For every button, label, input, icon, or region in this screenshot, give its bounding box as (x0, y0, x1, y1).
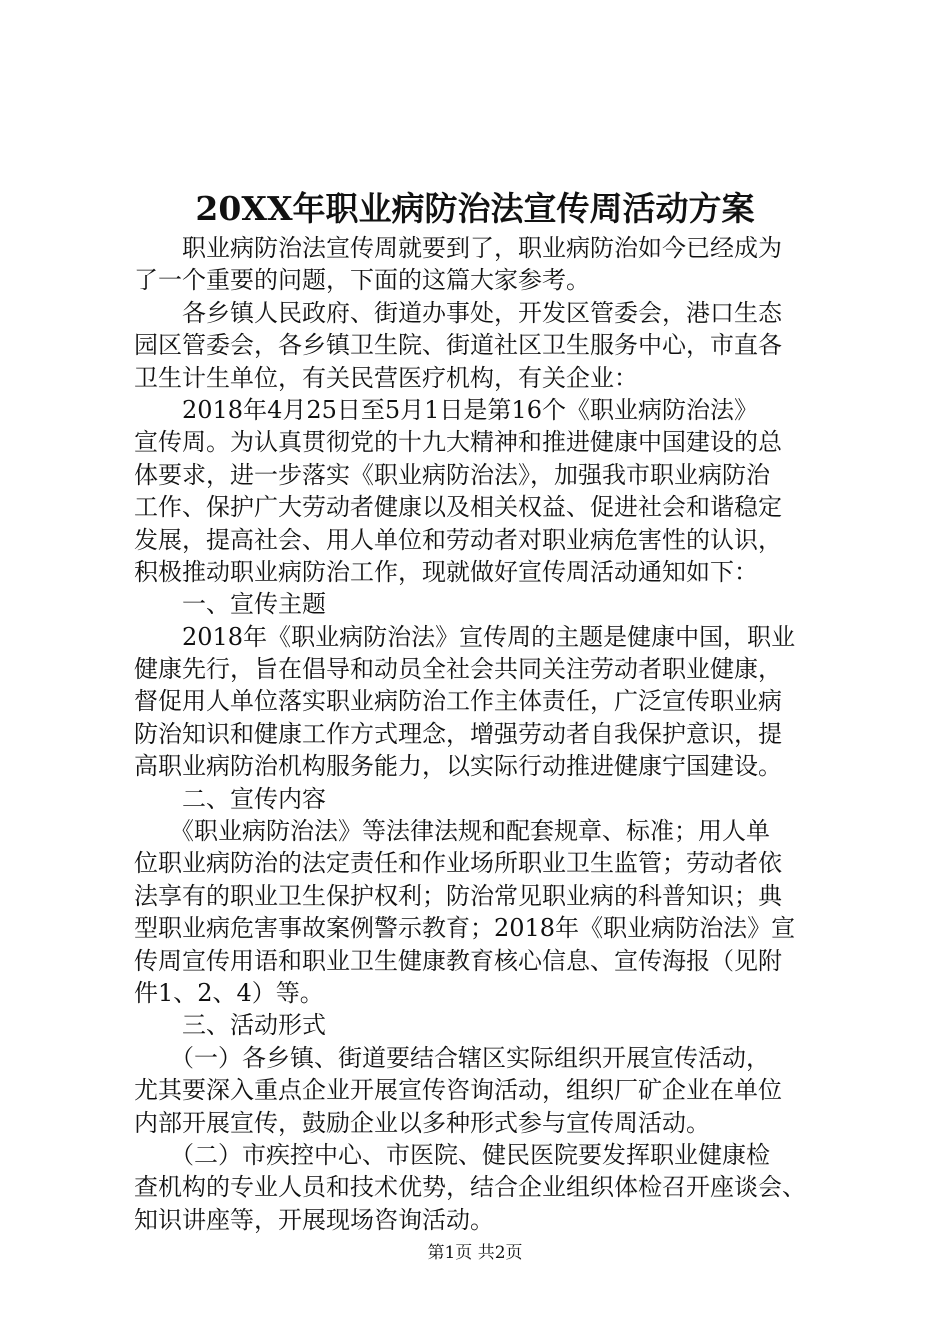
body-line: 2018年《职业病防治法》宣传周的主题是健康中国，职业 (134, 622, 796, 651)
body-line: 卫生计生单位，有关民营医疗机构，有关企业： (134, 363, 638, 392)
body-line: （二）市疾控中心、市医院、健民医院要发挥职业健康检 (134, 1140, 770, 1169)
body-line: 职业病防治法宣传周就要到了，职业病防治如今已经成为 (134, 234, 782, 262)
section-heading: 三、活动形式 (134, 1011, 326, 1040)
section-heading: 二、宣传内容 (134, 784, 326, 813)
body-line: 2018年4月25日至5月1日是第16个《职业病防治法》 (134, 395, 758, 424)
body-line: 型职业病危害事故案例警示教育；2018年《职业病防治法》宣 (134, 914, 796, 943)
body-line: 知识讲座等，开展现场咨询活动。 (134, 1205, 494, 1234)
body-line: 传周宣传用语和职业卫生健康教育核心信息、宣传海报（见附 (134, 946, 782, 975)
body-line: 积极推动职业病防治工作，现就做好宣传周活动通知如下： (134, 557, 758, 586)
section-heading: 一、宣传主题 (134, 590, 326, 619)
body-line: 宣传周。为认真贯彻党的十九大精神和推进健康中国建设的总 (134, 428, 782, 457)
body-line: 发展，提高社会、用人单位和劳动者对职业病危害性的认识， (134, 525, 782, 554)
body-line: 体要求，进一步落实《职业病防治法》，加强我市职业病防治 (134, 460, 770, 489)
page-footer: 第1页 共2页 (427, 1243, 523, 1263)
body-line: 各乡镇人民政府、街道办事处，开发区管委会，港口生态 (134, 298, 782, 327)
document-body (134, 232, 834, 1236)
body-line: （一）各乡镇、街道要结合辖区实际组织开展宣传活动， (134, 1043, 770, 1072)
body-line: 法享有的职业卫生保护权利；防治常见职业病的科普知识；典 (134, 881, 782, 910)
body-line: 防治知识和健康工作方式理念，增强劳动者自我保护意识，提 (134, 719, 782, 748)
body-line: 园区管委会，各乡镇卫生院、街道社区卫生服务中心，市直各 (134, 331, 782, 360)
body-line: 件1、2、4）等。 (134, 978, 324, 1007)
document-title: 20XX年职业病防治法宣传周活动方案 (195, 189, 755, 228)
body-line: 健康先行，旨在倡导和动员全社会共同关注劳动者职业健康， (134, 655, 782, 684)
body-line: 内部开展宣传，鼓励企业以多种形式参与宣传周活动。 (134, 1108, 710, 1137)
body-line: 了一个重要的问题，下面的这篇大家参考。 (134, 266, 590, 295)
body-line: 查机构的专业人员和技术优势，结合企业组织体检召开座谈会、 (134, 1173, 806, 1202)
body-line: 尤其要深入重点企业开展宣传咨询活动，组织厂矿企业在单位 (134, 1076, 782, 1105)
body-line: 《职业病防治法》等法律法规和配套规章、标准；用人单 (134, 817, 770, 846)
body-line: 位职业病防治的法定责任和作业场所职业卫生监管；劳动者依 (134, 849, 782, 878)
body-line: 督促用人单位落实职业病防治工作主体责任，广泛宣传职业病 (134, 687, 782, 716)
body-line: 工作、保护广大劳动者健康以及相关权益、促进社会和谐稳定 (134, 493, 782, 522)
body-line: 高职业病防治机构服务能力，以实际行动推进健康宁国建设。 (134, 752, 782, 781)
